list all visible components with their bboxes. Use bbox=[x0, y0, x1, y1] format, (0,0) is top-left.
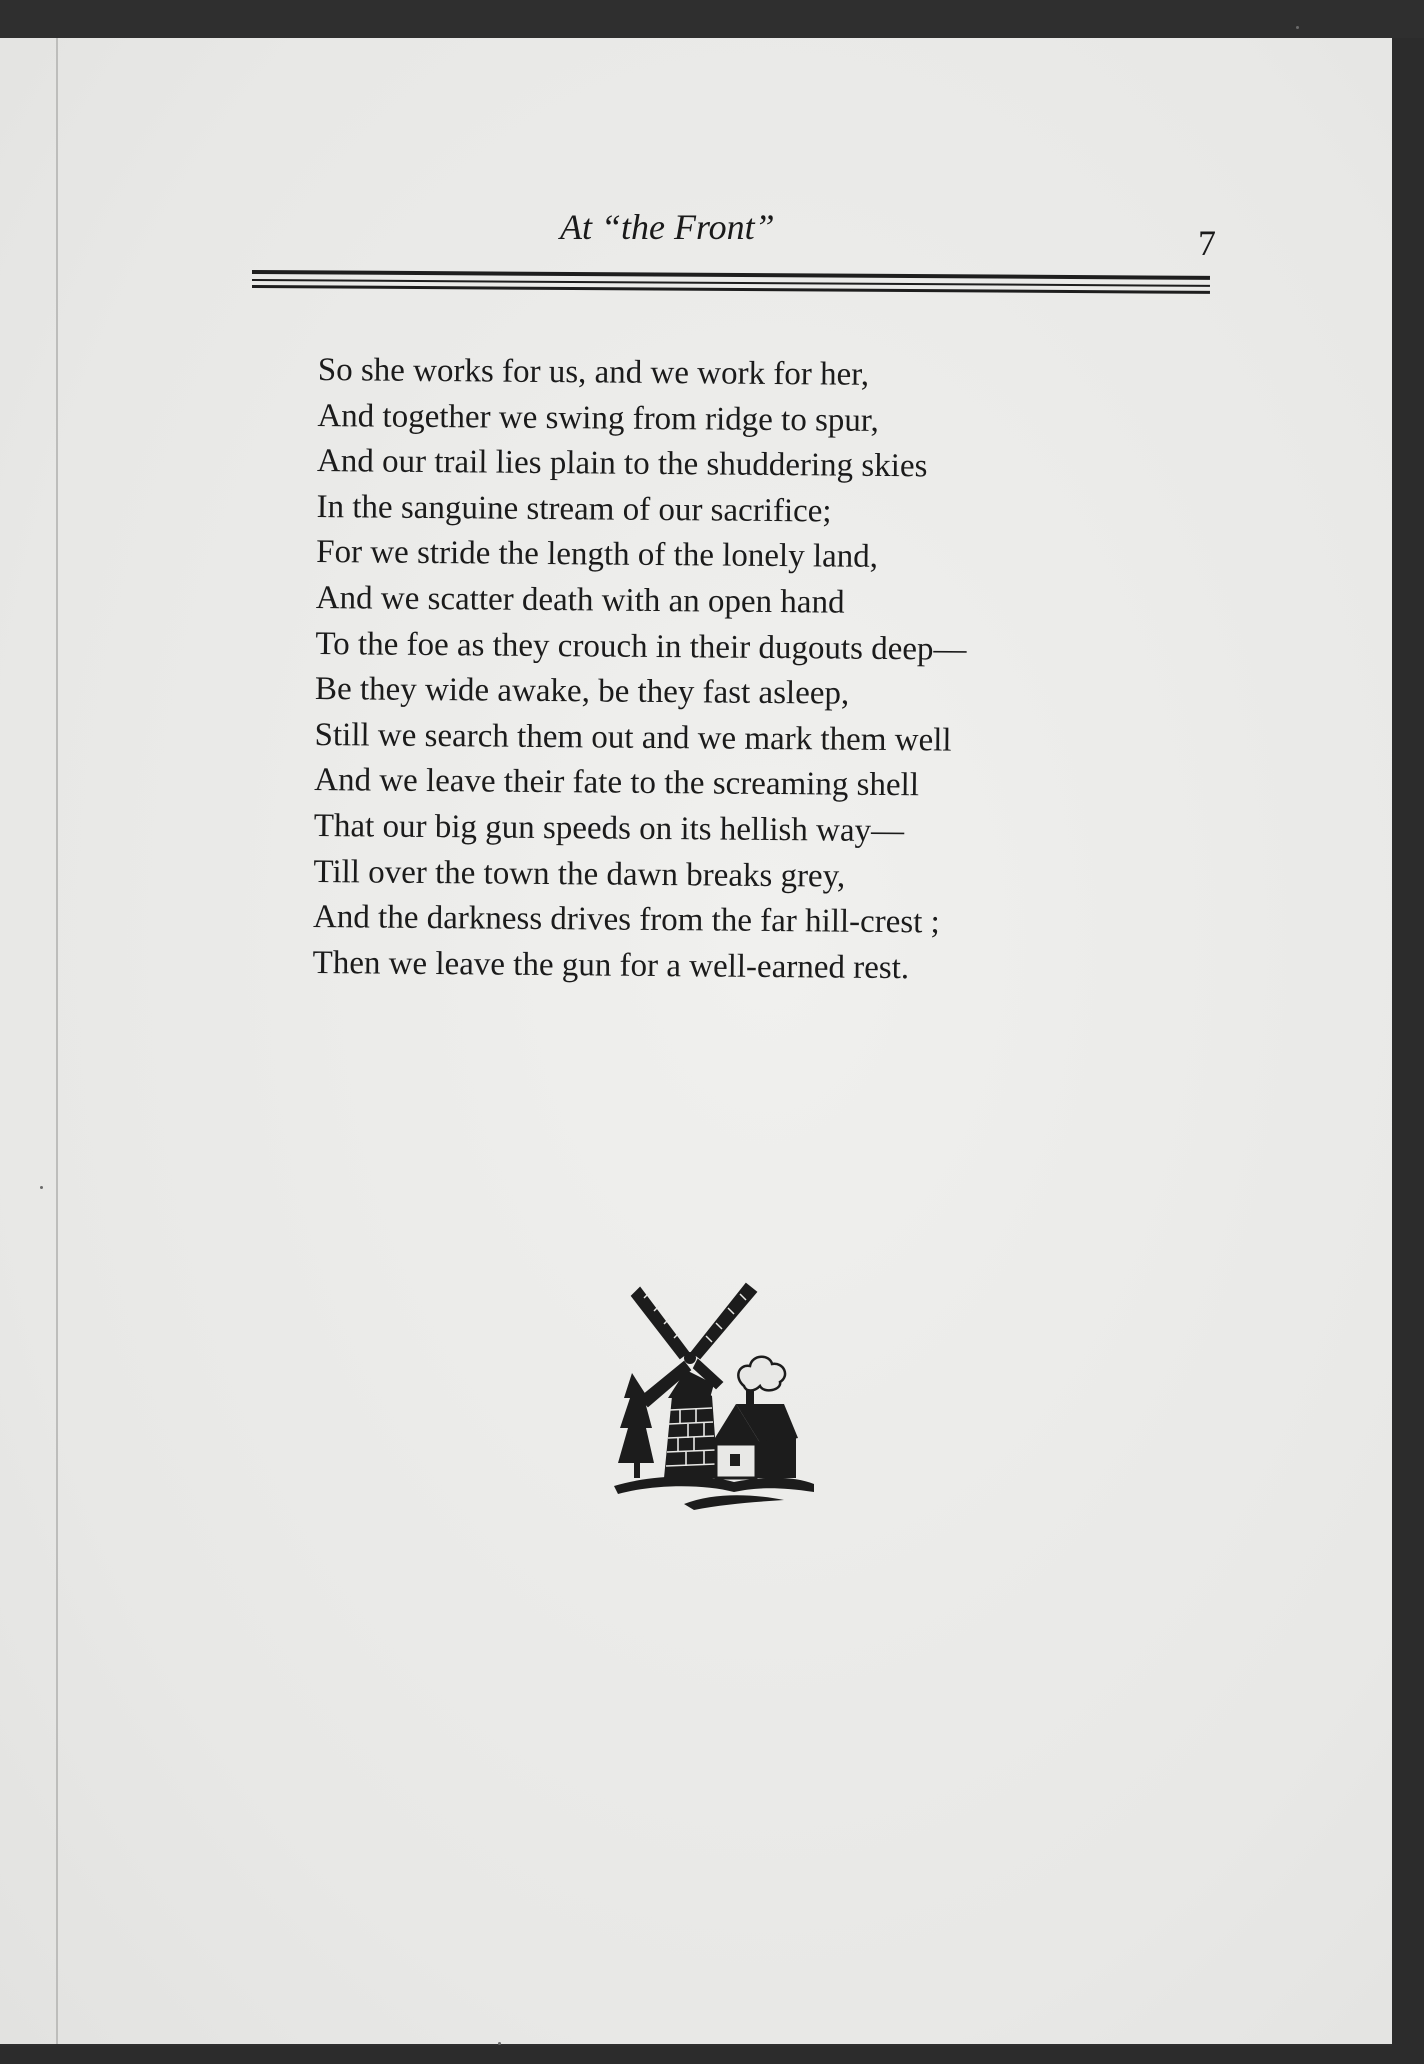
poem-line: To the foe as they crouch in their dugouts deep— bbox=[315, 625, 967, 668]
scan-speck bbox=[40, 1186, 43, 1189]
poem-line: In the sanguine stream of our sacrifice; bbox=[316, 488, 832, 530]
poem-line: So she works for us, and we work for her, bbox=[317, 351, 870, 393]
poem-line: And our trail lies plain to the shuddering skies bbox=[316, 443, 928, 485]
poem-line: That our big gun speeds on its hellish way— bbox=[313, 807, 905, 850]
poem-line: And we leave their fate to the screaming shell bbox=[314, 762, 920, 804]
windmill-cottage-vignette-icon bbox=[614, 1278, 814, 1514]
book-page bbox=[0, 38, 1394, 2044]
scan-speck bbox=[498, 2042, 501, 2045]
poem-line: Be they wide awake, be they fast asleep, bbox=[314, 671, 850, 712]
poem-line: Then we leave the gun for a well-earned rest. bbox=[312, 944, 910, 986]
poem-line: And we scatter death with an open hand bbox=[315, 579, 845, 621]
running-title: At “the Front” bbox=[560, 207, 775, 247]
scan-bottom-edge bbox=[0, 2046, 1424, 2064]
poem-line: For we stride the length of the lonely land, bbox=[316, 534, 879, 576]
page-gutter-line bbox=[56, 38, 58, 2044]
poem-line: Till over the town the dawn breaks grey, bbox=[313, 853, 846, 895]
poem-line: And together we swing from ridge to spur, bbox=[317, 397, 879, 439]
page-number: 7 bbox=[1198, 223, 1216, 263]
poem-line: And the darkness drives from the far hill-crest ; bbox=[312, 899, 940, 941]
poem-line: Still we search them out and we mark them well bbox=[314, 716, 952, 759]
scan-right-edge bbox=[1392, 38, 1424, 2064]
scan-speck bbox=[1296, 26, 1299, 29]
poem-stanza bbox=[312, 348, 1198, 994]
